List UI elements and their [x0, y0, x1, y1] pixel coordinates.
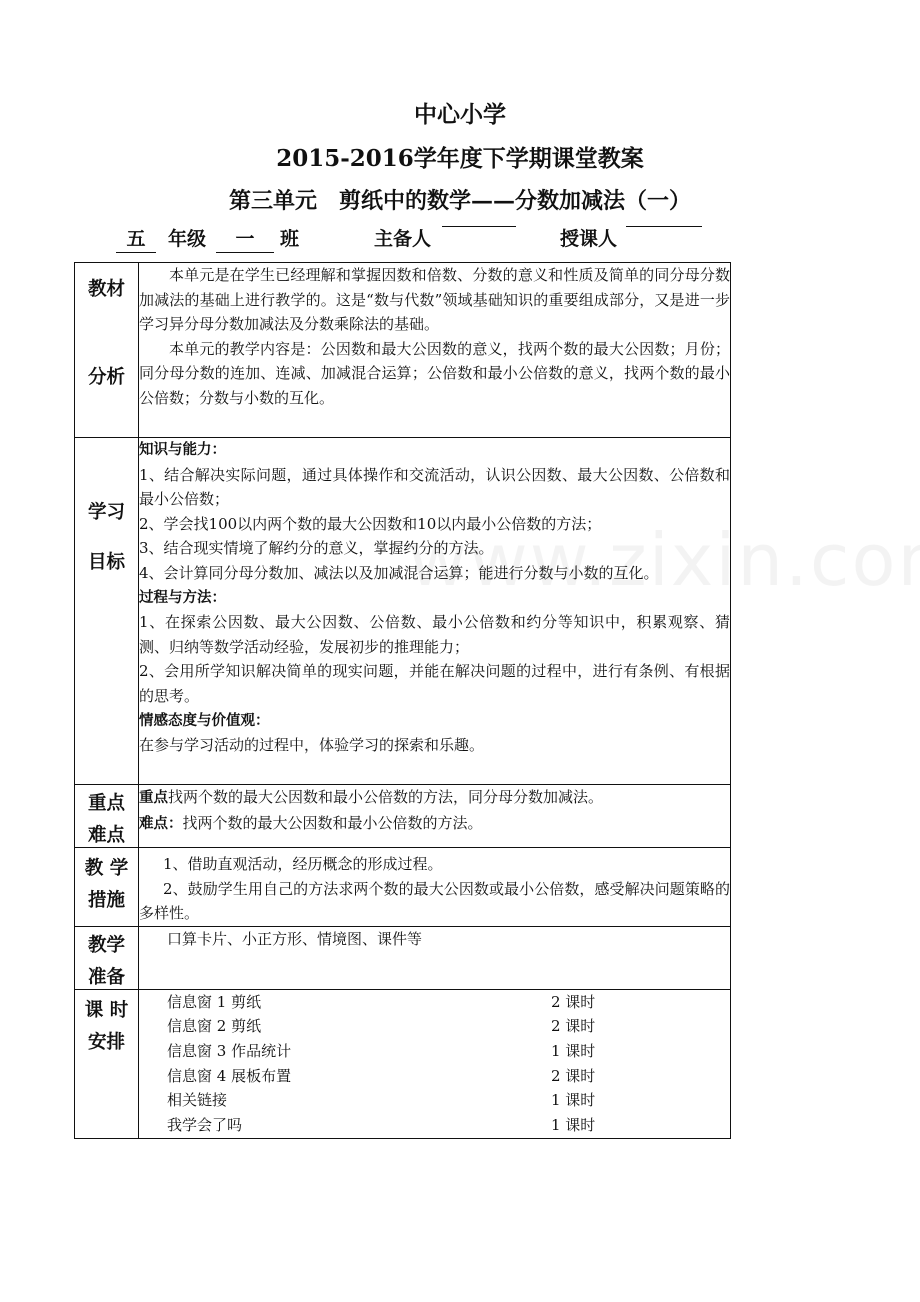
grade-label: 年级	[168, 228, 207, 250]
head-schedule-bottom: 安排	[87, 1031, 125, 1053]
head-preparation	[75, 926, 139, 989]
process-item: 1、在探索公因数、最大公因数、公倍数、最小公倍数和约分等知识中，积累观察、猜测、归纳等数学活动经验，发展初步的推理能力；	[139, 613, 730, 656]
schedule-name: 信息窗 1 剪纸	[167, 992, 262, 1011]
head-material-analysis	[75, 263, 139, 438]
process-title: 过程与方法：	[139, 589, 226, 606]
schedule-name: 相关链接	[167, 1091, 228, 1110]
school-name: 中心小学	[414, 101, 506, 128]
head-measures	[75, 848, 139, 927]
head-material-top: 教材	[87, 279, 125, 300]
process-item: 2、会用所学知识解决简单的现实问题，并能在解决问题的过程中，进行有条例、有根据的思考。	[139, 662, 730, 705]
schedule-row	[139, 1088, 730, 1113]
knowledge-item: 1、结合解决实际问题，通过具体操作和交流活动，认识公因数、最大公因数、公倍数和最小公倍数；	[139, 465, 730, 509]
key-label: 重点	[139, 790, 168, 806]
schedule-hours: 2 课时	[551, 1017, 596, 1036]
knowledge-item: 2、学会找100以内两个数的最大公因数和10以内最小公倍数的方法；	[139, 514, 602, 533]
schedule-hours: 1 课时	[551, 1115, 596, 1134]
head-key-top: 重点	[87, 793, 125, 814]
head-goals-bottom: 目标	[87, 552, 125, 573]
head-schedule-top: 课 时	[84, 999, 129, 1021]
emotion-title: 情感态度与价值观：	[139, 712, 270, 729]
schedule-hours: 2 课时	[551, 1066, 596, 1085]
unit-title: 第三单元 剪纸中的数学——分数加减法（一）	[228, 188, 691, 214]
preparer-label: 主备人	[374, 228, 432, 250]
head-material-bottom: 分析	[87, 367, 125, 388]
row-measures	[75, 848, 731, 927]
schedule-name: 信息窗 3 作品统计	[167, 1041, 292, 1060]
cell-material-analysis	[139, 263, 731, 438]
preparer-blank	[442, 226, 516, 227]
difficult-text: 找两个数的最大公因数和最小公倍数的方法。	[182, 813, 483, 832]
knowledge-title: 知识与能力：	[139, 442, 226, 458]
head-measures-top: 教 学	[84, 858, 129, 879]
head-learning-goals	[75, 438, 139, 785]
lesson-plan-table	[74, 262, 731, 1139]
schedule-hours: 1 课时	[551, 1091, 596, 1110]
row-schedule	[75, 989, 731, 1138]
knowledge-item: 3、结合现实情境了解约分的意义，掌握约分的方法。	[139, 539, 494, 558]
head-prep-bottom: 准备	[87, 966, 125, 988]
cell-schedule	[139, 989, 731, 1138]
difficult-label: 难点：	[139, 815, 183, 832]
teacher-blank	[626, 226, 702, 227]
schedule-row	[139, 1113, 730, 1138]
head-schedule	[75, 989, 139, 1138]
schedule-row	[139, 990, 730, 1015]
cell-key-points	[139, 785, 731, 848]
grade-value: 五	[116, 226, 156, 253]
teacher-label: 授课人	[560, 228, 618, 250]
material-para-1: 本单元是在学生已经理解和掌握因数和倍数、分数的意义和性质及简单的同分母分数加减法的基础上进行教学的。这是“数与代数”领域基础知识的重要组成部分，又是进一步学习异分母分数加减法及分数乘除法的基础。	[139, 266, 730, 334]
knowledge-item: 4、会计算同分母分数加、减法以及加减混合运算；能进行分数与小数的互化。	[139, 563, 659, 582]
head-key-points	[75, 785, 139, 848]
row-material-analysis	[75, 263, 731, 438]
material-para-2: 本单元的教学内容是：公因数和最大公因数的意义，找两个数的最大公因数；月份；同分母分数的连加、连减、加减混合运算；公倍数和最小公倍数的意义，找两个数的最小公倍数；分数与小数的互化。	[139, 339, 730, 407]
measure-item: 1、借助直观活动，经历概念的形成过程。	[163, 855, 443, 873]
schedule-hours: 2 课时	[551, 992, 596, 1011]
row-learning-goals	[75, 438, 731, 785]
schedule-name: 信息窗 4 展板布置	[167, 1066, 292, 1085]
class-value: 一	[216, 226, 274, 253]
row-key-points	[75, 785, 731, 848]
measure-item: 2、鼓励学生用自己的方法求两个数的最大公因数或最小公倍数，感受解决问题策略的多样性。	[139, 879, 730, 923]
cell-preparation	[139, 926, 731, 989]
head-goals-top: 学习	[87, 502, 125, 523]
class-info-line	[116, 226, 736, 256]
schedule-row	[139, 1014, 730, 1039]
schedule-row	[139, 1039, 730, 1064]
key-text: 找两个数的最大公因数和最小公倍数的方法，同分母分数加减法。	[168, 788, 604, 806]
schedule-name: 信息窗 2 剪纸	[167, 1017, 262, 1036]
schedule-name: 我学会了吗	[167, 1115, 243, 1134]
head-measures-bottom: 措施	[87, 890, 125, 911]
cell-measures	[139, 848, 731, 927]
head-key-bottom: 难点	[87, 825, 125, 846]
schedule-row	[139, 1064, 730, 1089]
schedule-hours: 1 课时	[551, 1041, 596, 1060]
class-label: 班	[280, 228, 300, 250]
preparation-text: 口算卡片、小正方形、情境图、课件等	[167, 929, 423, 948]
cell-learning-goals	[139, 438, 731, 785]
head-prep-top: 教学	[87, 934, 125, 956]
emotion-item: 在参与学习活动的过程中，体验学习的探索和乐趣。	[139, 736, 485, 755]
row-preparation	[75, 926, 731, 989]
term-title: 2015-2016学年度下学期课堂教案	[276, 145, 644, 172]
